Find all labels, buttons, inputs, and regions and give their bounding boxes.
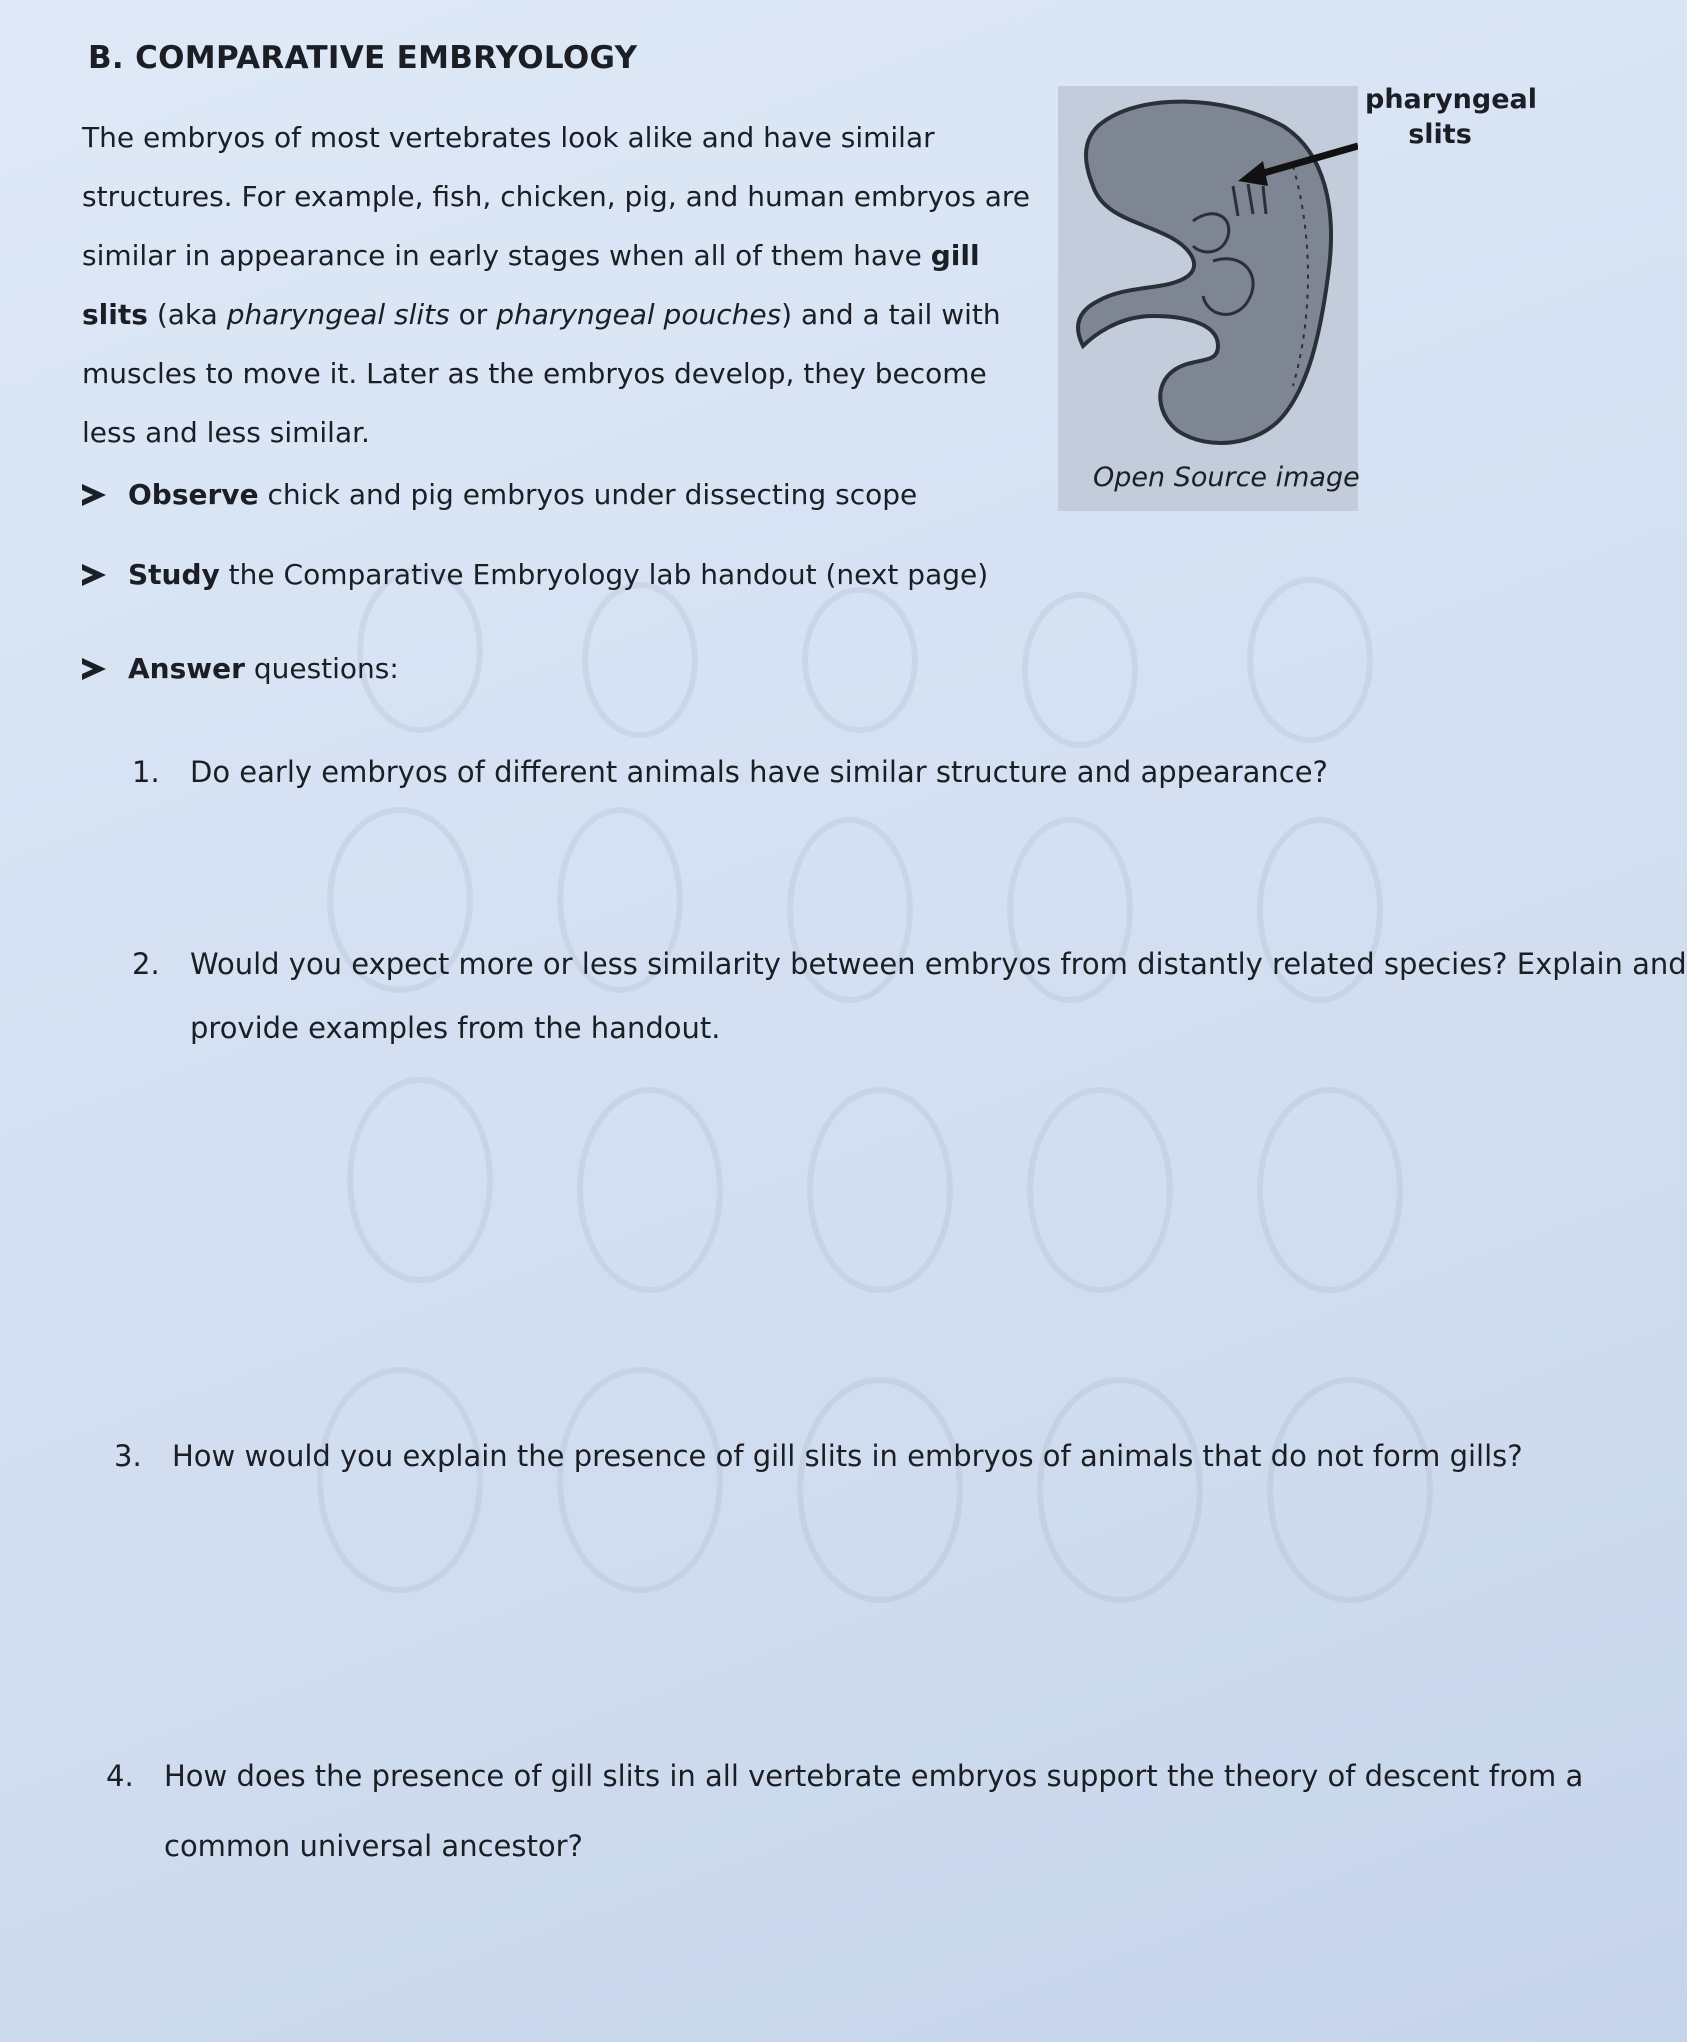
bullet-rest: questions: — [244, 652, 399, 685]
arrowhead-bullet-icon — [82, 658, 106, 680]
question-text-continued: provide examples from the handout. — [190, 1011, 721, 1045]
bullet-rest: chick and pig embryos under dissecting scope — [258, 478, 918, 511]
bullet-text — [128, 652, 399, 685]
bullet-answer — [82, 652, 399, 685]
embryo-illustration — [1058, 86, 1358, 511]
bullet-observe — [82, 478, 917, 511]
question-4 — [106, 1744, 1583, 1878]
arrowhead-bullet-icon — [82, 564, 106, 586]
intro-text-2: (aka — [147, 298, 227, 331]
question-text: Would you expect more or less similarity between embryos from distantly related species? Explain and — [190, 947, 1687, 981]
bullet-study — [82, 558, 988, 591]
question-text: How would you explain the presence of gill slits in embryos of animals that do not form gills? — [172, 1439, 1523, 1473]
intro-bold-gill-slits: gill slits — [82, 239, 980, 331]
embryo-figure — [1058, 86, 1358, 511]
intro-paragraph — [82, 108, 1042, 462]
bullet-text — [128, 558, 988, 591]
question-number: 2. — [132, 947, 160, 981]
question-number: 1. — [132, 755, 160, 789]
question-text-continued: common universal ancestor? — [164, 1829, 583, 1863]
question-2 — [132, 932, 1687, 1060]
figure-caption: Open Source image — [1093, 462, 1360, 493]
intro-italic-pharyngeal-slits: pharyngeal slits — [226, 298, 450, 331]
figure-label-pharyngeal-slits: pharyngeal slits — [1365, 84, 1538, 150]
intro-text-4: ) and a tail with muscles to move it. Later as the embryos develop, they become less and less similar. — [82, 298, 1001, 449]
question-1 — [132, 740, 1328, 804]
intro-italic-pharyngeal-pouches: pharyngeal pouches — [496, 298, 782, 331]
intro-text-1: The embryos of most vertebrates look alike and have similar structures. For example, fish, chicken, pig, and human embryos are similar in appearance in early stages when all of them have — [82, 121, 1031, 272]
intro-text-3: or — [449, 298, 497, 331]
question-3 — [114, 1424, 1523, 1488]
bullet-text — [128, 478, 917, 511]
bullet-bold: Study — [128, 558, 220, 591]
bullet-rest: the Comparative Embryology lab handout (next page) — [219, 558, 989, 591]
bullet-bold: Answer — [128, 652, 245, 685]
bullet-bold: Observe — [128, 478, 259, 511]
section-title: B. COMPARATIVE EMBRYOLOGY — [88, 40, 638, 76]
question-number: 3. — [114, 1439, 142, 1473]
question-text: How does the presence of gill slits in all vertebrate embryos support the theory of descent from a — [164, 1759, 1584, 1793]
arrowhead-bullet-icon — [82, 484, 106, 506]
question-number: 4. — [106, 1759, 134, 1793]
question-text: Do early embryos of different animals have similar structure and appearance? — [190, 755, 1328, 789]
